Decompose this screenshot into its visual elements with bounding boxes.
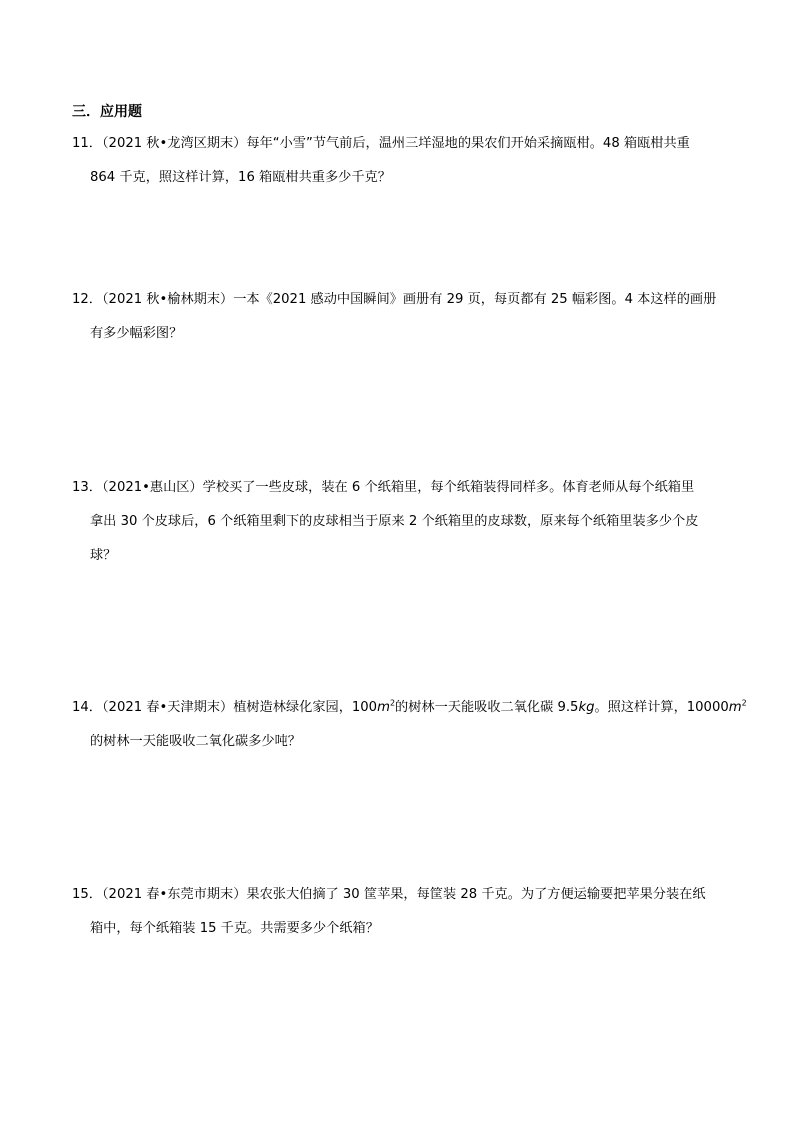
section-title: 三．应用题 [72, 104, 142, 120]
mass-unit: kg [578, 700, 595, 715]
question-14-line-1 [72, 698, 747, 718]
question-14-text-c: 。照这样计算，10000 [594, 700, 729, 715]
question-14-text-a: 14．（2021 春•天津期末）植树造林绿化家园，100 [72, 700, 378, 715]
question-11-line-1: 11．（2021 秋•龙湾区期末）每年“小雪”节气前后，温州三垟湿地的果农们开始采摘瓯柑。48 箱瓯柑共重 [72, 136, 690, 151]
question-15-line-1: 15．（2021 春•东莞市期末）果农张大伯摘了 30 筐苹果，每筐装 28 千克。为了方便运输要把苹果分装在纸 [72, 887, 706, 902]
question-15-line-2: 箱中，每个纸箱装 15 千克。共需要多少个纸箱？ [90, 921, 379, 936]
question-12-line-1: 12．（2021 秋•榆林期末）一本《2021 感动中国瞬间》画册有 29 页，每页都有 25 幅彩图。4 本这样的画册 [72, 292, 717, 307]
question-13-line-3: 球？ [90, 548, 117, 563]
area-unit-a: m [377, 700, 390, 715]
question-14 [72, 698, 747, 752]
area-unit-c-exponent: 2 [741, 698, 747, 708]
question-12-line-2: 有多少幅彩图？ [90, 326, 183, 341]
question-13 [72, 478, 732, 566]
question-13-line-2: 拿出 30 个皮球后，6 个纸箱里剩下的皮球相当于原来 2 个纸箱里的皮球数，原来每个纸箱里装多少个皮 [90, 514, 699, 529]
question-14-text-b: 的树林一天能吸收二氧化碳 9.5 [395, 700, 579, 715]
question-12 [72, 290, 732, 344]
question-14-line-2: 的树林一天能吸收二氧化碳多少吨？ [90, 734, 301, 749]
question-11-line-2: 864 千克，照这样计算，16 箱瓯柑共重多少千克？ [90, 170, 391, 185]
question-11 [72, 134, 732, 188]
question-15 [72, 885, 732, 939]
area-unit-a-exponent: 2 [389, 698, 396, 708]
area-unit-c: m [728, 700, 742, 715]
question-13-line-1: 13．（2021•惠山区）学校买了一些皮球，装在 6 个纸箱里，每个纸箱装得同样多。体育老师从每个纸箱里 [72, 480, 695, 495]
